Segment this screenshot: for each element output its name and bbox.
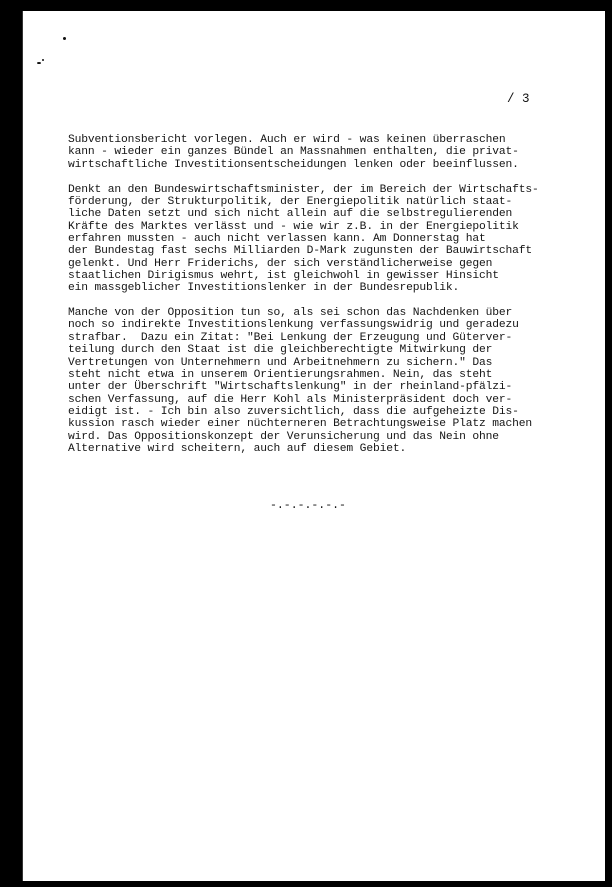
text-line: liche Daten setzt und sich nicht allein auf die selbstregulierenden [68,208,513,221]
closing-mark: -.-.-.-.-.- [270,499,346,512]
text-line: kussion rasch wieder einer nüchterneren Betrachtungsweise Platz machen [68,418,533,431]
text-line: teilung durch den Staat ist die gleichberechtigte Mitwirkung der [68,344,493,357]
text-line: förderung, der Strukturpolitik, der Energiepolitik natürlich staat- [68,195,513,208]
text-line: wirtschaftliche Investitionsentscheidungen lenken oder beeinflussen. [68,158,519,171]
text-line: Kräfte des Marktes verlässt und - wie wir z.B. in der Energiepolitik [68,220,519,233]
text-line: gelenkt. Und Herr Friderichs, der sich verständlicherweise gegen [68,257,493,270]
scan-speck [63,37,66,40]
paragraph-2 [68,184,598,295]
paragraph-1 [68,134,598,171]
text-line: unter der Überschrift "Wirtschaftslenkung" in der rheinland-pfälzi- [68,381,513,394]
text-line: erfahren mussten - auch nicht verlassen kann. Am Donnerstag hat [68,232,486,245]
page-number: / 3 [507,92,530,106]
text-line: ein massgeblicher Investitionslenker in der Bundesrepublik. [68,282,460,295]
text-line: strafbar. Dazu ein Zitat: "Bei Lenkung der Erzeugung und Güterver- [68,331,513,344]
text-line: Subventionsbericht vorlegen. Auch er wird - was keinen überraschen [68,134,506,146]
document-page [22,11,605,881]
text-line: noch so indirekte Investitionslenkung verfassungswidrig und geradezu [68,319,519,332]
paragraph-3 [68,307,598,455]
text-line: kann - wieder ein ganzes Bündel an Massnahmen enthalten, die privat- [68,146,519,159]
text-line: steht nicht etwa in unserem Orientierungsrahmen. Nein, das steht [68,368,493,381]
scan-speck [37,62,41,64]
text-line: staatlichen Dirigismus wehrt, ist gleichwohl in gewisser Hinsicht [68,269,499,282]
scan-speck [42,59,44,61]
text-line: Denkt an den Bundeswirtschaftsminister, der im Bereich der Wirtschafts- [68,183,539,196]
text-line: wird. Das Oppositionskonzept der Verunsicherung und das Nein ohne [68,430,499,443]
text-line: schen Verfassung, auf die Herr Kohl als Ministerpräsident doch ver- [68,393,513,406]
body-text [68,134,598,468]
text-line: Vertretungen von Unternehmern und Arbeitnehmern zu sichern." Das [68,356,493,369]
text-line: eidigt ist. - Ich bin also zuversichtlich, dass die aufgeheizte Dis- [68,405,519,418]
text-line: der Bundestag fast sechs Milliarden D-Mark zugunsten der Bauwirtschaft [68,245,533,258]
text-line: Manche von der Opposition tun so, als sei schon das Nachdenken über [68,307,513,320]
text-line: Alternative wird scheitern, auch auf diesem Gebiet. [68,442,407,455]
